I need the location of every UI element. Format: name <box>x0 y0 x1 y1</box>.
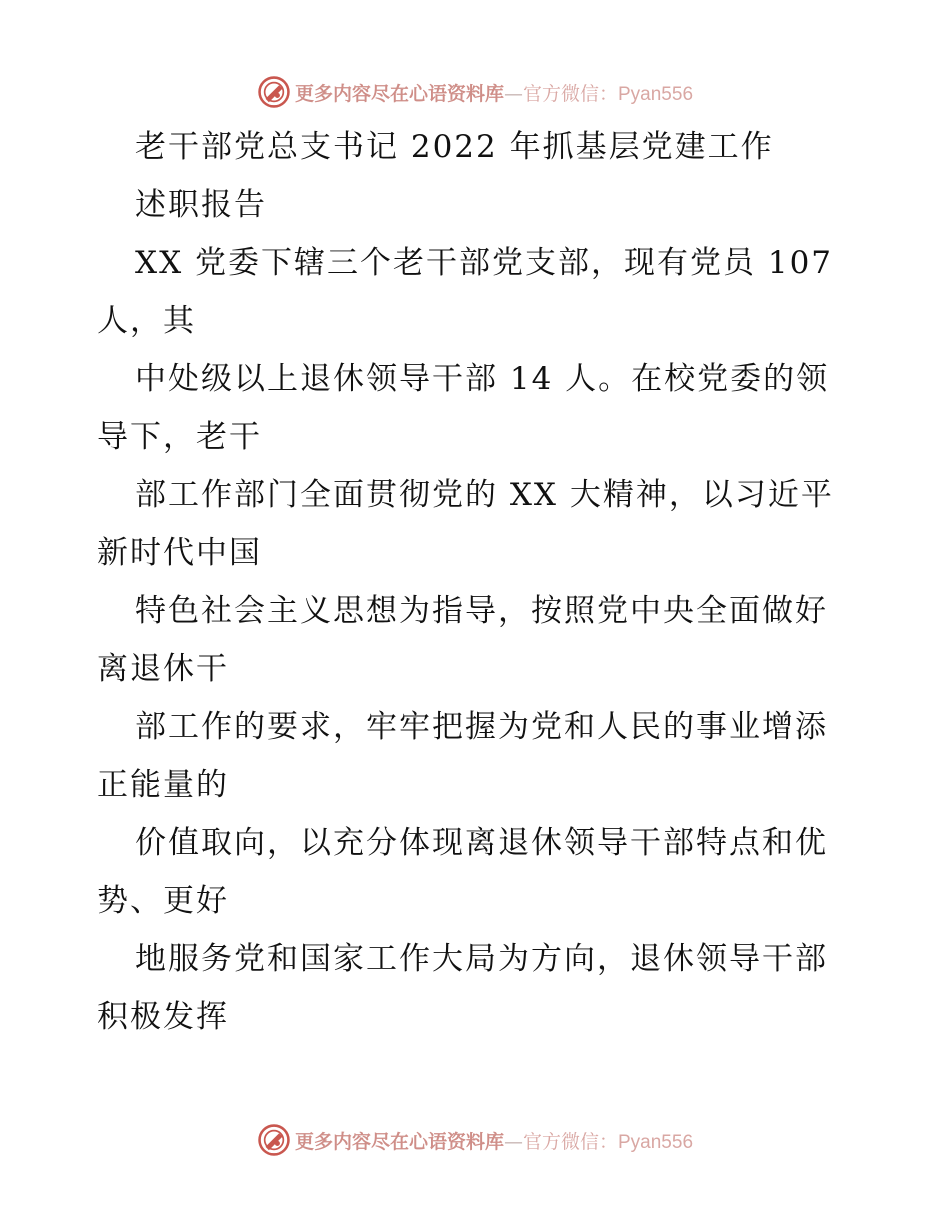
paragraph-line: 价值取向，以充分体现离退休领导干部特点和优 <box>135 825 828 861</box>
paragraph-line: 地服务党和国家工作大局为方向，退休领导干部 <box>135 941 828 977</box>
watermark-account: Pyan556 <box>618 1131 694 1153</box>
paragraph-line: 势、更好 <box>97 883 229 919</box>
watermark-main-text: 更多内容尽在心语资料库 <box>294 82 504 105</box>
paragraph-line: 新时代中国 <box>97 535 262 571</box>
document-title-line-1: 老干部党总支书记 2022 年抓基层党建工作 <box>135 129 774 165</box>
paragraph-line: 中处级以上退休领导干部 14 人。在校党委的领 <box>135 361 830 397</box>
header-watermark <box>0 72 950 112</box>
paragraph-line: 正能量的 <box>97 767 229 803</box>
footer-watermark <box>0 1120 950 1160</box>
watermark-text <box>295 1127 693 1154</box>
watermark-dash: — <box>503 82 523 105</box>
paragraph-line: 部工作的要求，牢牢把握为党和人民的事业增添 <box>135 709 828 745</box>
paragraph-line: 部工作部门全面贯彻党的 XX 大精神，以习近平 <box>135 477 834 513</box>
brand-logo-icon <box>257 75 291 109</box>
paragraph-line: 人，其 <box>97 303 196 339</box>
document-title-line-2: 述职报告 <box>135 187 267 223</box>
watermark-main-text: 更多内容尽在心语资料库 <box>294 1130 504 1153</box>
paragraph-line: XX 党委下辖三个老干部党支部，现有党员 107 <box>135 245 834 281</box>
watermark-dash: — <box>503 1130 523 1153</box>
paragraph-line: 特色社会主义思想为指导，按照党中央全面做好 <box>135 593 828 629</box>
watermark-label: 官方微信： <box>522 1130 618 1153</box>
watermark-text <box>295 79 693 106</box>
watermark-label: 官方微信： <box>522 82 618 105</box>
paragraph-line: 积极发挥 <box>97 999 229 1035</box>
document-body <box>97 118 857 1046</box>
paragraph-line: 离退休干 <box>97 651 229 687</box>
brand-logo-icon <box>257 1123 291 1157</box>
paragraph-line: 导下，老干 <box>97 419 262 455</box>
watermark-account: Pyan556 <box>618 83 694 105</box>
